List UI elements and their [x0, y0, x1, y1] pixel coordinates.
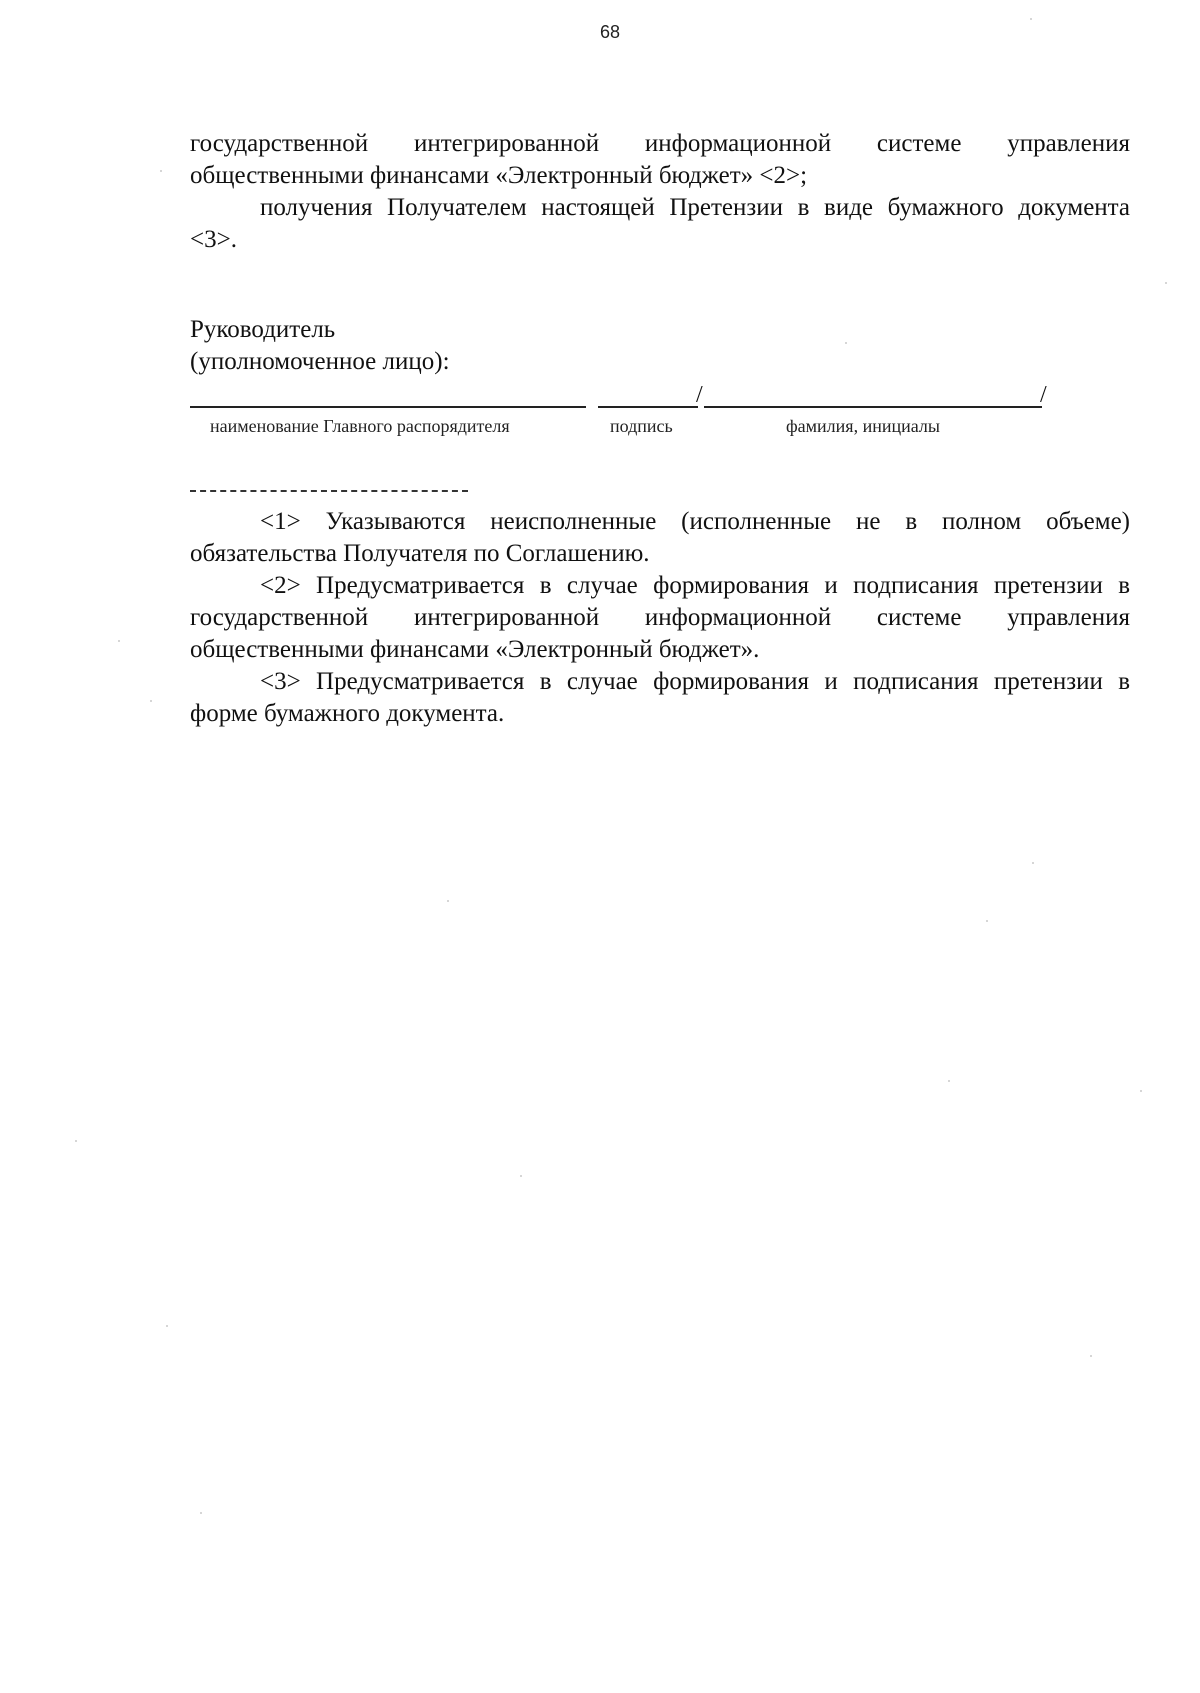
signature-line-name [190, 406, 586, 408]
scan-speck [1165, 282, 1167, 284]
signature-line-initials [704, 406, 1042, 408]
signature-separator: / [1040, 382, 1047, 408]
scan-speck [520, 1175, 522, 1177]
caption-signature: подпись [610, 416, 673, 436]
paragraph-line: государственной интегрированной информационной системе управления [190, 130, 1130, 157]
page-number: 68 [599, 22, 621, 42]
footnotes [190, 506, 1130, 730]
paragraph-line: общественными финансами «Электронный бюджет» <2>; [190, 162, 808, 189]
signature-title-line: Руководитель [190, 316, 336, 343]
caption-name: наименование Главного распорядителя [210, 416, 510, 436]
signature-title-line: (уполномоченное лицо): [190, 348, 450, 375]
footnote-line: <2> Предусматривается в случае формирования и подписания претензии в [260, 572, 1130, 599]
caption-initials: фамилия, инициалы [786, 416, 940, 436]
signature-separator: / [696, 382, 703, 408]
signature-line-signature [598, 406, 698, 408]
paragraph-line: <3>. [190, 226, 237, 253]
scan-speck [200, 1512, 202, 1514]
scan-speck [1090, 1355, 1092, 1357]
scan-speck [118, 640, 120, 642]
footnote-separator [190, 490, 468, 492]
body-text [190, 128, 1130, 256]
scan-speck [1140, 1090, 1142, 1092]
footnote-line: обязательства Получателя по Соглашению. [190, 540, 650, 567]
scan-speck [160, 170, 162, 172]
scan-speck [75, 1140, 77, 1142]
scan-speck [986, 920, 988, 922]
scan-speck [948, 1080, 950, 1082]
footnote-line: <3> Предусматривается в случае формирования и подписания претензии в [260, 668, 1130, 695]
footnote-line: <1> Указываются неисполненные (исполненные не в полном объеме) [260, 508, 1130, 535]
scan-speck [1032, 862, 1034, 864]
scan-speck [845, 342, 847, 344]
footnote-line: форме бумажного документа. [190, 700, 505, 727]
scan-speck [1030, 18, 1032, 20]
scan-speck [166, 1325, 168, 1327]
signature-title [190, 314, 450, 378]
scan-speck [447, 900, 449, 902]
footnote-line: государственной интегрированной информационной системе управления [190, 604, 1130, 631]
scan-speck [150, 700, 152, 702]
paragraph-line: получения Получателем настоящей Претензии в виде бумажного документа [260, 194, 1130, 221]
footnote-line: общественными финансами «Электронный бюджет». [190, 636, 760, 663]
